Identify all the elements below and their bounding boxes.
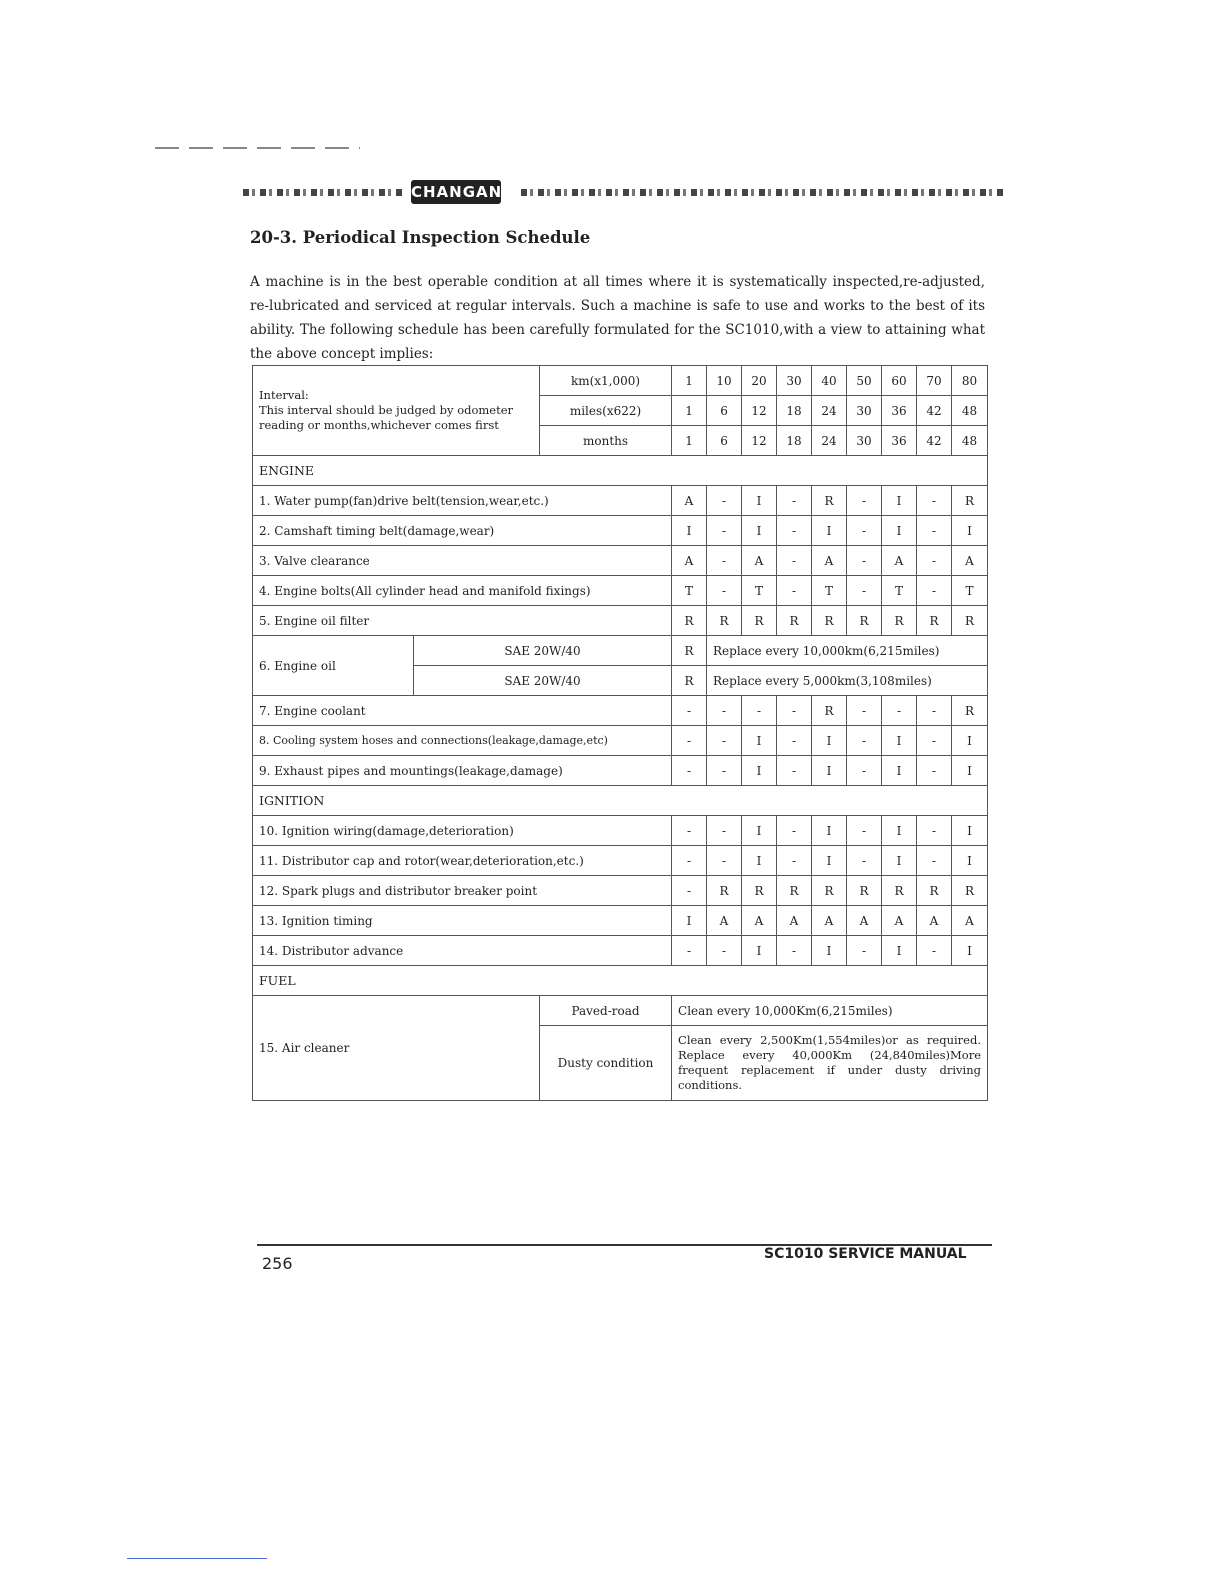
- item-label: 13. Ignition timing: [253, 906, 672, 936]
- interval-value: 30: [777, 366, 812, 396]
- table-row: [253, 846, 988, 876]
- bottom-link-bar: [127, 1558, 267, 1559]
- schedule-value: -: [917, 486, 952, 516]
- interval-value: 30: [847, 396, 882, 426]
- schedule-value: I: [742, 936, 777, 966]
- interval-value: 36: [882, 426, 917, 456]
- schedule-value: I: [952, 936, 988, 966]
- item-label: 14. Distributor advance: [253, 936, 672, 966]
- table-row: [253, 906, 988, 936]
- section-title: ENGINE: [253, 456, 988, 486]
- schedule-value: -: [777, 546, 812, 576]
- air-cleaner-instruction: Clean every 10,000Km(6,215miles): [672, 996, 988, 1026]
- item-label: 5. Engine oil filter: [253, 606, 672, 636]
- schedule-value: A: [812, 906, 847, 936]
- interval-value: 48: [952, 396, 988, 426]
- section-row: [253, 786, 988, 816]
- schedule-value: I: [812, 846, 847, 876]
- oil-grade: SAE 20W/40: [414, 636, 672, 666]
- interval-value: 42: [917, 426, 952, 456]
- interval-value: 70: [917, 366, 952, 396]
- schedule-value: R: [742, 606, 777, 636]
- schedule-value: -: [847, 816, 882, 846]
- interval-unit-months: months: [540, 426, 672, 456]
- schedule-value: -: [777, 696, 812, 726]
- schedule-value: R: [882, 606, 917, 636]
- section-row: [253, 966, 988, 996]
- schedule-value: -: [917, 546, 952, 576]
- schedule-value: A: [847, 906, 882, 936]
- schedule-value: -: [707, 756, 742, 786]
- schedule-value: I: [742, 726, 777, 756]
- interval-value: 10: [707, 366, 742, 396]
- air-cleaner-label: 15. Air cleaner: [253, 996, 540, 1101]
- schedule-value: I: [882, 936, 917, 966]
- oil-instruction: Replace every 5,000km(3,108miles): [707, 666, 988, 696]
- schedule-value: -: [707, 546, 742, 576]
- item-label: 7. Engine coolant: [253, 696, 672, 726]
- interval-value: 12: [742, 426, 777, 456]
- interval-value: 6: [707, 426, 742, 456]
- item-label: 10. Ignition wiring(damage,deterioration): [253, 816, 672, 846]
- schedule-value: R: [777, 606, 812, 636]
- interval-value: 18: [777, 426, 812, 456]
- item-label: 3. Valve clearance: [253, 546, 672, 576]
- schedule-value: I: [882, 816, 917, 846]
- schedule-value: R: [952, 606, 988, 636]
- schedule-value: I: [812, 756, 847, 786]
- schedule-value: I: [882, 846, 917, 876]
- interval-value: 24: [812, 426, 847, 456]
- schedule-value: I: [952, 726, 988, 756]
- interval-value: 60: [882, 366, 917, 396]
- schedule-value: I: [742, 486, 777, 516]
- section-title: FUEL: [253, 966, 988, 996]
- item-label: 2. Camshaft timing belt(damage,wear): [253, 516, 672, 546]
- item-label: 1. Water pump(fan)drive belt(tension,wear,etc.): [253, 486, 672, 516]
- table-row: [253, 726, 988, 756]
- manual-title: SC1010 SERVICE MANUAL: [764, 1246, 967, 1262]
- schedule-value: -: [707, 816, 742, 846]
- schedule-value: R: [707, 606, 742, 636]
- schedule-value: -: [847, 486, 882, 516]
- schedule-value: I: [672, 906, 707, 936]
- schedule-value: R: [847, 606, 882, 636]
- schedule-value: R: [707, 876, 742, 906]
- schedule-value: -: [777, 726, 812, 756]
- table-row: [253, 606, 988, 636]
- schedule-value: -: [847, 546, 882, 576]
- oil-grade: SAE 20W/40: [414, 666, 672, 696]
- schedule-value: I: [812, 816, 847, 846]
- schedule-value: -: [847, 516, 882, 546]
- brand-logo: CHANGAN: [411, 180, 501, 204]
- section-title: IGNITION: [253, 786, 988, 816]
- schedule-value: I: [952, 846, 988, 876]
- schedule-value: R: [847, 876, 882, 906]
- engine-oil-label: 6. Engine oil: [253, 636, 414, 696]
- schedule-value: I: [952, 756, 988, 786]
- header-ornament-left: [243, 189, 405, 196]
- schedule-value: -: [672, 846, 707, 876]
- schedule-value: -: [707, 726, 742, 756]
- schedule-value: -: [777, 816, 812, 846]
- schedule-value: R: [742, 876, 777, 906]
- schedule-value: -: [777, 936, 812, 966]
- table-row: [253, 516, 988, 546]
- schedule-value: -: [847, 576, 882, 606]
- interval-value: 40: [812, 366, 847, 396]
- schedule-value: -: [777, 756, 812, 786]
- interval-value: 48: [952, 426, 988, 456]
- interval-value: 18: [777, 396, 812, 426]
- schedule-value: -: [917, 696, 952, 726]
- schedule-value: R: [952, 696, 988, 726]
- schedule-value: I: [882, 726, 917, 756]
- schedule-value: -: [707, 486, 742, 516]
- table-row: [253, 756, 988, 786]
- interval-unit-miles: miles(x622): [540, 396, 672, 426]
- schedule-value: T: [742, 576, 777, 606]
- schedule-value: R: [672, 606, 707, 636]
- schedule-value: A: [882, 546, 917, 576]
- schedule-value: A: [672, 546, 707, 576]
- schedule-value: R: [812, 486, 847, 516]
- engine-oil-row: [253, 636, 988, 666]
- air-cleaner-instruction: Clean every 2,500Km(1,554miles)or as required. Replace every 40,000Km (24,840miles)More frequent replacement if under dusty driving conditions.: [672, 1026, 988, 1101]
- schedule-value: I: [742, 846, 777, 876]
- schedule-value: -: [672, 876, 707, 906]
- schedule-value: T: [952, 576, 988, 606]
- schedule-value: -: [777, 486, 812, 516]
- schedule-value: -: [882, 696, 917, 726]
- schedule-value: A: [777, 906, 812, 936]
- table-row: [253, 816, 988, 846]
- page-number: 256: [262, 1254, 293, 1273]
- schedule-value: A: [742, 546, 777, 576]
- schedule-value: -: [707, 936, 742, 966]
- interval-value: 42: [917, 396, 952, 426]
- interval-value: 12: [742, 396, 777, 426]
- schedule-value: R: [812, 876, 847, 906]
- interval-note: This interval should be judged by odometer reading or months,whichever comes first: [259, 403, 514, 432]
- schedule-value: I: [952, 816, 988, 846]
- schedule-value: A: [882, 906, 917, 936]
- interval-value: 20: [742, 366, 777, 396]
- schedule-value: -: [777, 576, 812, 606]
- inspection-schedule-table: [252, 365, 988, 1101]
- interval-value: 1: [672, 426, 707, 456]
- schedule-value: -: [672, 696, 707, 726]
- interval-value: 50: [847, 366, 882, 396]
- schedule-value: -: [672, 756, 707, 786]
- oil-code: R: [672, 636, 707, 666]
- schedule-value: I: [882, 516, 917, 546]
- intro-paragraph: A machine is in the best operable condition at all times where it is systematically inspected,re-adjusted, re-lubricated and serviced at regular intervals. Such a machine is safe to use and works to the best of its ability. The following schedule has been carefully formulated for the SC1010,with a view to attaining what the above concept implies:: [250, 274, 985, 362]
- schedule-value: -: [672, 816, 707, 846]
- schedule-value: -: [672, 726, 707, 756]
- schedule-value: I: [742, 756, 777, 786]
- schedule-value: A: [707, 906, 742, 936]
- oil-instruction: Replace every 10,000km(6,215miles): [707, 636, 988, 666]
- schedule-value: -: [847, 696, 882, 726]
- table-row: [253, 696, 988, 726]
- air-cleaner-condition: Paved-road: [540, 996, 672, 1026]
- item-label: 11. Distributor cap and rotor(wear,deterioration,etc.): [253, 846, 672, 876]
- schedule-value: A: [672, 486, 707, 516]
- item-label: 12. Spark plugs and distributor breaker point: [253, 876, 672, 906]
- schedule-value: -: [777, 846, 812, 876]
- schedule-value: -: [707, 576, 742, 606]
- schedule-value: I: [672, 516, 707, 546]
- schedule-value: A: [812, 546, 847, 576]
- schedule-value: R: [812, 606, 847, 636]
- item-label: 9. Exhaust pipes and mountings(leakage,damage): [253, 756, 672, 786]
- schedule-value: -: [847, 756, 882, 786]
- schedule-value: A: [742, 906, 777, 936]
- schedule-value: T: [882, 576, 917, 606]
- schedule-value: -: [917, 726, 952, 756]
- interval-unit-km: km(x1,000): [540, 366, 672, 396]
- schedule-value: I: [882, 486, 917, 516]
- section-heading: 20-3. Periodical Inspection Schedule: [250, 228, 591, 247]
- schedule-value: -: [917, 846, 952, 876]
- top-dash-rule: [155, 147, 360, 149]
- schedule-value: -: [917, 936, 952, 966]
- schedule-value: -: [917, 576, 952, 606]
- table-row: [253, 576, 988, 606]
- interval-description: [253, 366, 540, 456]
- schedule-value: I: [742, 816, 777, 846]
- schedule-value: -: [847, 726, 882, 756]
- table-row: [253, 936, 988, 966]
- interval-value: 24: [812, 396, 847, 426]
- schedule-value: T: [672, 576, 707, 606]
- item-label: 8. Cooling system hoses and connections(leakage,damage,etc): [253, 726, 672, 756]
- schedule-value: R: [777, 876, 812, 906]
- schedule-value: -: [672, 936, 707, 966]
- interval-value: 1: [672, 366, 707, 396]
- schedule-value: I: [952, 516, 988, 546]
- schedule-value: -: [847, 936, 882, 966]
- interval-value: 6: [707, 396, 742, 426]
- interval-value: 30: [847, 426, 882, 456]
- schedule-value: A: [952, 906, 988, 936]
- schedule-value: R: [952, 876, 988, 906]
- schedule-value: R: [812, 696, 847, 726]
- schedule-value: -: [777, 516, 812, 546]
- item-label: 4. Engine bolts(All cylinder head and manifold fixings): [253, 576, 672, 606]
- air-cleaner-condition: Dusty condition: [540, 1026, 672, 1101]
- schedule-value: A: [917, 906, 952, 936]
- schedule-value: -: [707, 696, 742, 726]
- schedule-value: R: [917, 876, 952, 906]
- schedule-value: I: [812, 936, 847, 966]
- table-row: [253, 876, 988, 906]
- interval-value: 36: [882, 396, 917, 426]
- schedule-value: R: [882, 876, 917, 906]
- air-cleaner-row: [253, 996, 988, 1026]
- interval-value: 80: [952, 366, 988, 396]
- section-row: [253, 456, 988, 486]
- schedule-value: -: [917, 816, 952, 846]
- schedule-value: -: [742, 696, 777, 726]
- schedule-value: -: [707, 846, 742, 876]
- schedule-value: I: [812, 516, 847, 546]
- interval-title: Interval:: [259, 388, 309, 402]
- schedule-value: R: [952, 486, 988, 516]
- schedule-value: A: [952, 546, 988, 576]
- oil-code: R: [672, 666, 707, 696]
- interval-value: 1: [672, 396, 707, 426]
- schedule-value: I: [812, 726, 847, 756]
- schedule-value: -: [707, 516, 742, 546]
- schedule-value: R: [917, 606, 952, 636]
- schedule-value: T: [812, 576, 847, 606]
- table-row: [253, 486, 988, 516]
- header-ornament-right: [521, 189, 1003, 196]
- schedule-value: -: [847, 846, 882, 876]
- schedule-value: -: [917, 756, 952, 786]
- page-header: [243, 180, 1003, 206]
- schedule-value: -: [917, 516, 952, 546]
- table-row: [253, 546, 988, 576]
- schedule-value: I: [742, 516, 777, 546]
- schedule-value: I: [882, 756, 917, 786]
